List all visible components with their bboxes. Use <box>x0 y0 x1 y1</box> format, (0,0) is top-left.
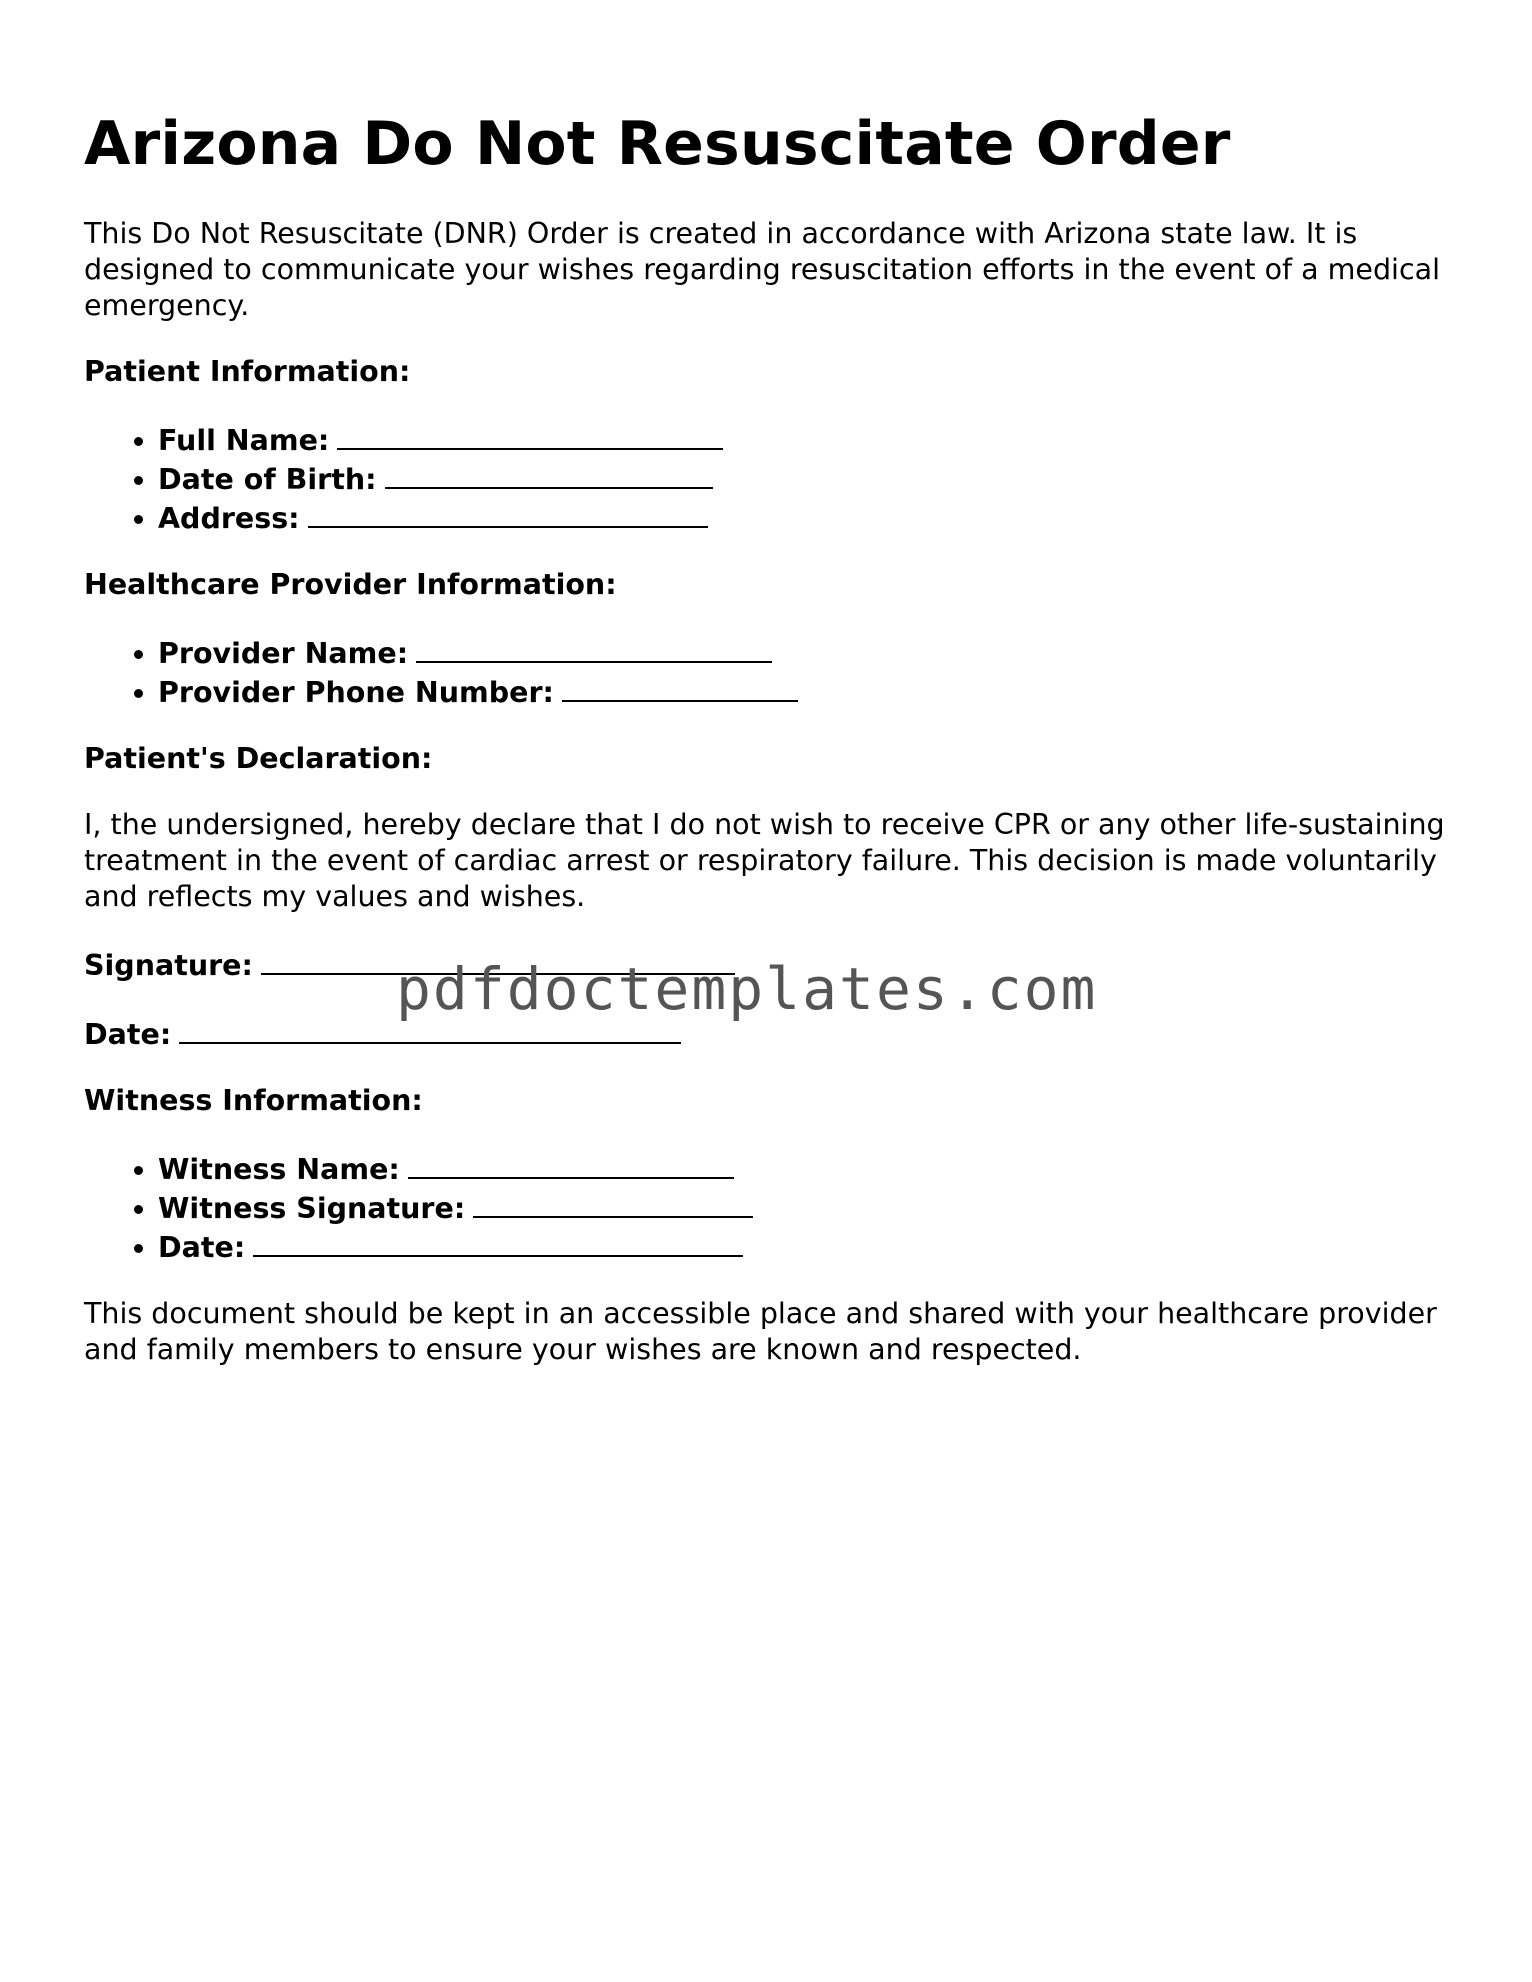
closing-paragraph: This document should be kept in an accessible place and shared with your healthcare provider and family members to ensure your wishes are known and respected. <box>84 1297 1437 1366</box>
address-label: Address: <box>158 502 300 535</box>
declaration-heading: Patient's Declaration: <box>84 742 433 775</box>
list-item <box>158 498 1464 537</box>
date-line <box>84 1014 1464 1053</box>
list-item <box>158 672 1464 711</box>
full-name-label: Full Name: <box>158 424 330 457</box>
provider-phone-field[interactable] <box>562 672 798 702</box>
signature-field[interactable] <box>261 945 735 975</box>
date-of-birth-field[interactable] <box>385 459 713 489</box>
witness-signature-label: Witness Signature: <box>158 1192 466 1225</box>
date-label: Date: <box>84 1018 172 1051</box>
provider-name-field[interactable] <box>416 633 772 663</box>
watermark: pdfdoctemplates.com <box>396 955 1098 1023</box>
witness-date-field[interactable] <box>253 1227 743 1257</box>
provider-information-heading: Healthcare Provider Information: <box>84 568 617 601</box>
document-page <box>84 108 1464 1368</box>
patient-information-list <box>84 420 1464 537</box>
date-field[interactable] <box>179 1014 681 1044</box>
provider-information-list <box>84 633 1464 711</box>
list-item <box>158 1188 1464 1227</box>
document-title: Arizona Do Not Resuscitate Order <box>84 109 1231 179</box>
witness-signature-field[interactable] <box>473 1188 753 1218</box>
list-item <box>158 420 1464 459</box>
signature-label: Signature: <box>84 949 253 982</box>
patient-information-heading: Patient Information: <box>84 355 411 388</box>
list-item <box>158 1227 1464 1266</box>
witness-name-label: Witness Name: <box>158 1153 400 1186</box>
provider-name-label: Provider Name: <box>158 637 409 670</box>
provider-phone-label: Provider Phone Number: <box>158 676 554 709</box>
date-of-birth-label: Date of Birth: <box>158 463 377 496</box>
witness-information-heading: Witness Information: <box>84 1084 423 1117</box>
witness-name-field[interactable] <box>408 1149 734 1179</box>
declaration-text: I, the undersigned, hereby declare that I do not wish to receive CPR or any other life-sustaining treatment in the event of cardiac arrest or respiratory failure. This decision is made voluntarily and reflects my values and wishes. <box>84 808 1445 913</box>
witness-date-label: Date: <box>158 1231 246 1264</box>
signature-line <box>84 945 1464 984</box>
list-item <box>158 459 1464 498</box>
list-item <box>158 633 1464 672</box>
full-name-field[interactable] <box>337 420 723 450</box>
list-item <box>158 1149 1464 1188</box>
witness-information-list <box>84 1149 1464 1266</box>
intro-paragraph: This Do Not Resuscitate (DNR) Order is created in accordance with Arizona state law. It is designed to communicate your wishes regarding resuscitation efforts in the event of a medical emergency. <box>84 217 1441 322</box>
address-field[interactable] <box>308 498 708 528</box>
